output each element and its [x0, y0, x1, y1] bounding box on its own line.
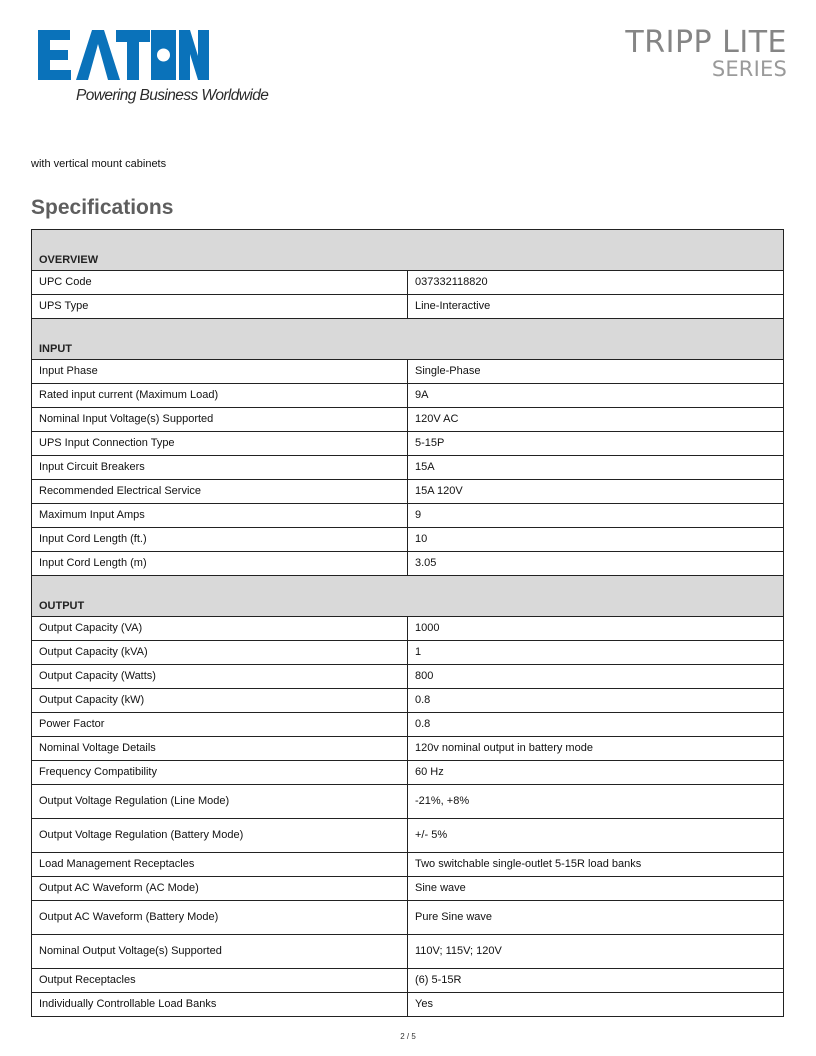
table-row	[32, 360, 784, 384]
table-row	[32, 271, 784, 295]
product-subtitle: with vertical mount cabinets	[31, 158, 167, 170]
spec-label: Output Voltage Regulation (Line Mode)	[32, 785, 408, 819]
table-row	[32, 665, 784, 689]
eaton-logo	[38, 30, 270, 80]
section-header-input	[32, 319, 784, 360]
spec-label: Input Circuit Breakers	[32, 456, 408, 480]
spec-value: 60 Hz	[408, 761, 784, 785]
table-row	[32, 819, 784, 853]
spec-label: Rated input current (Maximum Load)	[32, 384, 408, 408]
section-title-input: INPUT	[32, 319, 784, 360]
spec-label: UPS Input Connection Type	[32, 432, 408, 456]
table-row	[32, 853, 784, 877]
spec-label: Individually Controllable Load Banks	[32, 993, 408, 1017]
spec-value: (6) 5-15R	[408, 969, 784, 993]
table-row	[32, 737, 784, 761]
spec-label: Output Capacity (kVA)	[32, 641, 408, 665]
spec-value: +/- 5%	[408, 819, 784, 853]
spec-label: Nominal Input Voltage(s) Supported	[32, 408, 408, 432]
table-row	[32, 969, 784, 993]
eaton-logo-mark	[38, 30, 210, 80]
spec-value: 037332118820	[408, 271, 784, 295]
spec-value: 9A	[408, 384, 784, 408]
spec-label: Nominal Output Voltage(s) Supported	[32, 935, 408, 969]
spec-value: 9	[408, 504, 784, 528]
table-row	[32, 761, 784, 785]
table-row	[32, 528, 784, 552]
spec-label: Power Factor	[32, 713, 408, 737]
series-brand-name: TRIPP LITE	[625, 25, 787, 60]
spec-label: Frequency Compatibility	[32, 761, 408, 785]
spec-label: Input Cord Length (m)	[32, 552, 408, 576]
spec-label: UPS Type	[32, 295, 408, 319]
specifications-table	[31, 229, 784, 1017]
table-row	[32, 993, 784, 1017]
table-row	[32, 432, 784, 456]
spec-label: Output AC Waveform (AC Mode)	[32, 877, 408, 901]
spec-value: Yes	[408, 993, 784, 1017]
spec-value: 15A	[408, 456, 784, 480]
table-row	[32, 901, 784, 935]
spec-value: 800	[408, 665, 784, 689]
section-title-overview: OVERVIEW	[32, 230, 784, 271]
table-row	[32, 617, 784, 641]
spec-label: Output Capacity (kW)	[32, 689, 408, 713]
spec-value: 1000	[408, 617, 784, 641]
spec-label: Recommended Electrical Service	[32, 480, 408, 504]
spec-value: Two switchable single-outlet 5-15R load banks	[408, 853, 784, 877]
spec-label: Output Capacity (Watts)	[32, 665, 408, 689]
table-row	[32, 935, 784, 969]
spec-value: 120V AC	[408, 408, 784, 432]
spec-value: 120v nominal output in battery mode	[408, 737, 784, 761]
spec-value: 0.8	[408, 713, 784, 737]
table-row	[32, 408, 784, 432]
logo-tagline: Powering Business Worldwide	[76, 87, 269, 104]
section-title-output: OUTPUT	[32, 576, 784, 617]
spec-value: Line-Interactive	[408, 295, 784, 319]
spec-label: Output Capacity (VA)	[32, 617, 408, 641]
spec-value: 110V; 115V; 120V	[408, 935, 784, 969]
spec-value: Single-Phase	[408, 360, 784, 384]
table-row	[32, 504, 784, 528]
spec-label: Input Cord Length (ft.)	[32, 528, 408, 552]
table-row	[32, 641, 784, 665]
table-row	[32, 552, 784, 576]
spec-value: 5-15P	[408, 432, 784, 456]
spec-value: 1	[408, 641, 784, 665]
page-number: 2 / 5	[400, 1032, 416, 1041]
table-row	[32, 295, 784, 319]
spec-value: Sine wave	[408, 877, 784, 901]
section-header-output	[32, 576, 784, 617]
spec-value: 10	[408, 528, 784, 552]
series-brand-label: SERIES	[711, 57, 787, 81]
table-row	[32, 785, 784, 819]
spec-value: 15A 120V	[408, 480, 784, 504]
spec-value: -21%, +8%	[408, 785, 784, 819]
spec-label: Output Receptacles	[32, 969, 408, 993]
table-row	[32, 456, 784, 480]
spec-value: 3.05	[408, 552, 784, 576]
table-row	[32, 713, 784, 737]
table-row	[32, 480, 784, 504]
spec-label: Output AC Waveform (Battery Mode)	[32, 901, 408, 935]
spec-value: 0.8	[408, 689, 784, 713]
series-brand	[625, 25, 787, 81]
spec-label: Maximum Input Amps	[32, 504, 408, 528]
table-row	[32, 384, 784, 408]
spec-label: Input Phase	[32, 360, 408, 384]
table-row	[32, 689, 784, 713]
spec-label: Output Voltage Regulation (Battery Mode)	[32, 819, 408, 853]
section-header-overview	[32, 230, 784, 271]
spec-label: Load Management Receptacles	[32, 853, 408, 877]
specifications-heading: Specifications	[31, 196, 174, 219]
spec-label: UPC Code	[32, 271, 408, 295]
spec-label: Nominal Voltage Details	[32, 737, 408, 761]
table-row	[32, 877, 784, 901]
spec-value: Pure Sine wave	[408, 901, 784, 935]
